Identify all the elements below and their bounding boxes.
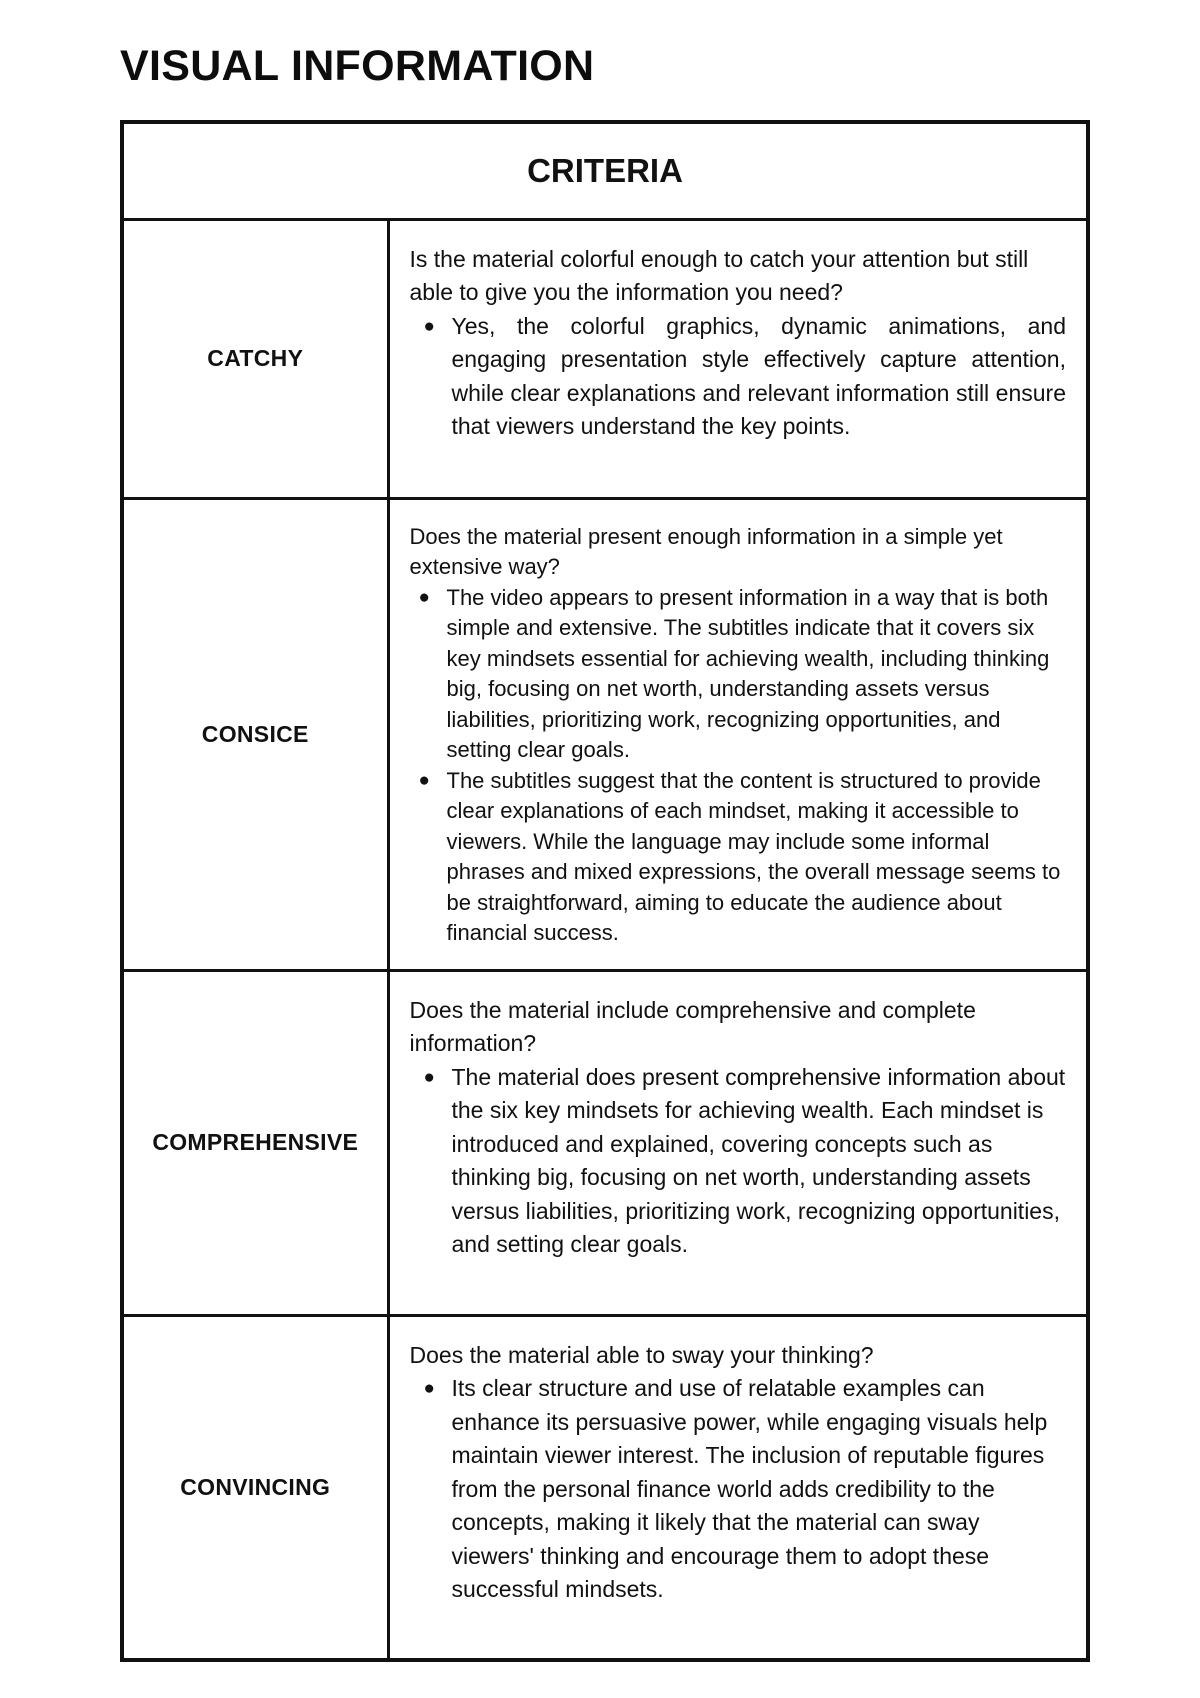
answer-text: Yes, the colorful graphics, dynamic animations, and engaging presentation style effectively capture attention, while clear explanations and relevant information still ensure that viewers understand the key points. [451, 312, 1066, 439]
table-row [122, 970, 1088, 1315]
criteria-table [120, 120, 1090, 1662]
list-item [423, 1372, 1067, 1607]
answer-list [410, 310, 1067, 444]
list-item [418, 583, 1067, 766]
table-row [122, 219, 1088, 498]
criteria-question: Is the material colorful enough to catch your attention but still able to give you the information you need? [409, 245, 1029, 305]
table-row [122, 1315, 1088, 1660]
criteria-question: Does the material include comprehensive and complete information? [409, 996, 976, 1056]
criteria-description [388, 498, 1088, 970]
answer-text: Its clear structure and use of relatable examples can enhance its persuasive power, while engaging visuals help maintain viewer interest. The inclusion of reputable figures from the personal finance world adds credibility to the concepts, making it likely that the material can sway viewers' thinking and encourage them to adopt these successful mindsets. [451, 1375, 1048, 1602]
bullet-icon: ● [423, 315, 435, 337]
list-item [418, 766, 1067, 949]
criteria-question: Does the material present enough information in a simple yet extensive way? [409, 523, 1003, 579]
bullet-icon: ● [423, 1066, 435, 1088]
answer-list [410, 1061, 1067, 1262]
answer-list [410, 583, 1067, 949]
criteria-label-catchy: CATCHY [122, 219, 388, 498]
criteria-label-consice: CONSICE [122, 498, 388, 970]
answer-text: The subtitles suggest that the content is structured to provide clear explanations of each mindset, making it accessible to viewers. While the language may include some informal phrases and mixed expressions, the overall message seems to be straightforward, aiming to educate the audience about financial success. [446, 767, 1061, 945]
bullet-icon: ● [423, 1378, 435, 1399]
criteria-question: Does the material able to sway your thinking? [409, 1341, 874, 1368]
criteria-label-convincing: CONVINCING [122, 1315, 388, 1660]
page-title: VISUAL INFORMATION [120, 42, 595, 90]
answer-list [410, 1372, 1067, 1607]
criteria-description [388, 1315, 1088, 1660]
criteria-description [388, 970, 1088, 1315]
list-item [423, 310, 1067, 444]
table-row [122, 498, 1088, 970]
answer-text: The material does present comprehensive information about the six key mindsets for achieving wealth. Each mindset is introduced and explained, covering concepts such as thinking big, focusing on net worth, understanding assets versus liabilities, prioritizing work, recognizing opportunities, and setting clear goals. [451, 1063, 1066, 1257]
answer-text: The video appears to present information in a way that is both simple and extensive. The subtitles indicate that it covers six key mindsets essential for achieving wealth, including thinking big, focusing on net worth, understanding assets versus liabilities, prioritizing work, recognizing opportunities, and setting clear goals. [446, 584, 1050, 762]
table-header-row [122, 122, 1088, 219]
bullet-icon: ● [418, 586, 430, 608]
bullet-icon: ● [418, 769, 430, 791]
list-item [423, 1061, 1067, 1262]
table-header: CRITERIA [122, 122, 1088, 219]
criteria-label-comprehensive: COMPREHENSIVE [122, 970, 388, 1315]
criteria-description [388, 219, 1088, 498]
